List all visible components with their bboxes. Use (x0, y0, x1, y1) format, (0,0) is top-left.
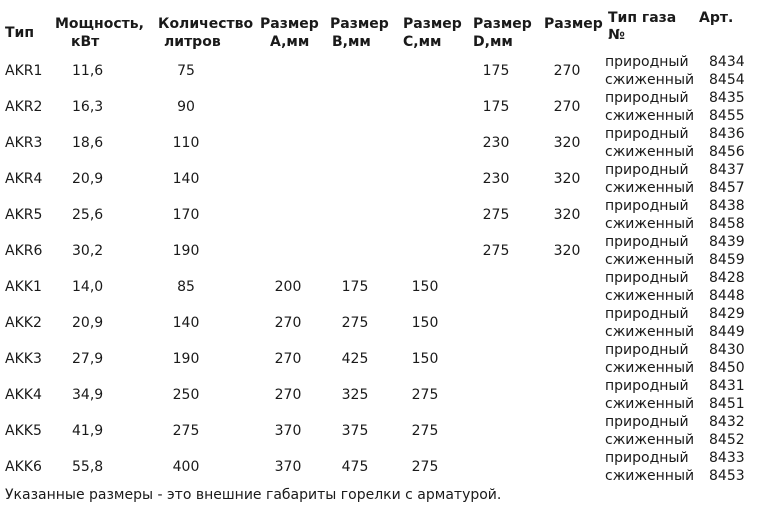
cell-size-c: 275 (411, 387, 439, 403)
cell-gas-liquefied: сжиженный (605, 144, 695, 160)
cell-gas-liquefied: сжиженный (605, 468, 695, 484)
cell-volume: 75 (177, 63, 195, 79)
cell-size-b: 375 (341, 423, 369, 439)
cell-size-a: 370 (274, 459, 302, 475)
cell-gas-natural: природный (605, 126, 689, 142)
cell-type: AKK3 (5, 351, 42, 367)
cell-power: 16,3 (72, 99, 104, 115)
cell-size-e: 320 (553, 135, 581, 151)
cell-art-liquefied: 8454 (709, 72, 745, 88)
cell-gas-liquefied: сжиженный (605, 108, 695, 124)
cell-size-a: 270 (274, 315, 302, 331)
cell-size-a: 370 (274, 423, 302, 439)
cell-art-natural: 8433 (709, 450, 745, 466)
header-size-d-line1: Размер (473, 16, 532, 32)
cell-art-natural: 8432 (709, 414, 745, 430)
cell-size-d: 230 (482, 171, 510, 187)
cell-size-e: 320 (553, 171, 581, 187)
cell-gas-natural: природный (605, 270, 689, 286)
cell-gas-liquefied: сжиженный (605, 72, 695, 88)
cell-type: AKK6 (5, 459, 42, 475)
cell-size-b: 425 (341, 351, 369, 367)
cell-size-d: 230 (482, 135, 510, 151)
cell-volume: 110 (172, 135, 200, 151)
cell-size-e: 270 (553, 63, 581, 79)
header-gas-line1: Тип газа (608, 10, 677, 26)
cell-size-c: 275 (411, 423, 439, 439)
cell-size-b: 325 (341, 387, 369, 403)
cell-size-a: 270 (274, 387, 302, 403)
cell-power: 18,6 (72, 135, 104, 151)
cell-art-liquefied: 8449 (709, 324, 745, 340)
cell-size-d: 275 (482, 207, 510, 223)
cell-power: 41,9 (72, 423, 104, 439)
cell-art-natural: 8429 (709, 306, 745, 322)
cell-gas-natural: природный (605, 54, 689, 70)
cell-gas-liquefied: сжиженный (605, 288, 695, 304)
header-power-line1: Мощность, (55, 16, 144, 32)
cell-art-natural: 8438 (709, 198, 745, 214)
cell-volume: 170 (172, 207, 200, 223)
cell-art-liquefied: 8452 (709, 432, 745, 448)
header-art: Арт. (699, 10, 734, 26)
cell-size-c: 150 (411, 351, 439, 367)
cell-type: AKK5 (5, 423, 42, 439)
header-size-a-line2: A,мм (270, 34, 310, 50)
cell-art-liquefied: 8457 (709, 180, 745, 196)
cell-power: 11,6 (72, 63, 104, 79)
cell-type: AKK2 (5, 315, 42, 331)
cell-gas-natural: природный (605, 342, 689, 358)
cell-power: 30,2 (72, 243, 104, 259)
cell-art-natural: 8436 (709, 126, 745, 142)
cell-art-liquefied: 8459 (709, 252, 745, 268)
cell-size-c: 150 (411, 315, 439, 331)
cell-gas-natural: природный (605, 414, 689, 430)
cell-power: 55,8 (72, 459, 104, 475)
cell-gas-liquefied: сжиженный (605, 360, 695, 376)
cell-size-a: 200 (274, 279, 302, 295)
cell-art-liquefied: 8451 (709, 396, 745, 412)
cell-type: AKR1 (5, 63, 43, 79)
header-power-line2: кВт (71, 34, 100, 50)
cell-type: AKR3 (5, 135, 43, 151)
cell-size-a: 270 (274, 351, 302, 367)
cell-art-natural: 8437 (709, 162, 745, 178)
cell-volume: 400 (172, 459, 200, 475)
header-size-b-line2: B,мм (332, 34, 371, 50)
cell-art-liquefied: 8458 (709, 216, 745, 232)
cell-volume: 275 (172, 423, 200, 439)
header-volume-line2: литров (164, 34, 221, 50)
cell-size-e: 320 (553, 243, 581, 259)
cell-size-e: 320 (553, 207, 581, 223)
cell-power: 20,9 (72, 171, 104, 187)
cell-type: AKK4 (5, 387, 42, 403)
cell-art-liquefied: 8453 (709, 468, 745, 484)
header-size-c-line2: C,мм (403, 34, 442, 50)
header-size-d-line2: D,мм (473, 34, 513, 50)
cell-power: 25,6 (72, 207, 104, 223)
cell-gas-natural: природный (605, 162, 689, 178)
cell-volume: 140 (172, 315, 200, 331)
cell-power: 14,0 (72, 279, 104, 295)
cell-size-c: 150 (411, 279, 439, 295)
cell-volume: 85 (177, 279, 195, 295)
header-size-a-line1: Размер (260, 16, 319, 32)
cell-art-natural: 8435 (709, 90, 745, 106)
cell-volume: 190 (172, 243, 200, 259)
cell-type: AKR5 (5, 207, 43, 223)
cell-art-liquefied: 8456 (709, 144, 745, 160)
cell-art-natural: 8431 (709, 378, 745, 394)
cell-size-d: 175 (482, 63, 510, 79)
header-size-e-line1: Размер (544, 16, 603, 32)
cell-power: 34,9 (72, 387, 104, 403)
cell-gas-natural: природный (605, 198, 689, 214)
header-type: Тип (5, 25, 35, 41)
cell-art-natural: 8430 (709, 342, 745, 358)
cell-gas-natural: природный (605, 234, 689, 250)
cell-volume: 140 (172, 171, 200, 187)
cell-power: 20,9 (72, 315, 104, 331)
cell-art-natural: 8439 (709, 234, 745, 250)
cell-type: AKR6 (5, 243, 43, 259)
cell-gas-liquefied: сжиженный (605, 432, 695, 448)
cell-gas-natural: природный (605, 90, 689, 106)
cell-size-e: 270 (553, 99, 581, 115)
cell-size-c: 275 (411, 459, 439, 475)
cell-size-b: 275 (341, 315, 369, 331)
cell-art-liquefied: 8450 (709, 360, 745, 376)
cell-gas-liquefied: сжиженный (605, 324, 695, 340)
cell-gas-natural: природный (605, 450, 689, 466)
footnote: Указанные размеры - это внешние габариты горелки с арматурой. (5, 487, 502, 503)
cell-art-liquefied: 8455 (709, 108, 745, 124)
cell-size-d: 275 (482, 243, 510, 259)
cell-type: AKR4 (5, 171, 43, 187)
cell-volume: 190 (172, 351, 200, 367)
header-size-c-line1: Размер (403, 16, 462, 32)
cell-art-natural: 8428 (709, 270, 745, 286)
cell-gas-liquefied: сжиженный (605, 216, 695, 232)
cell-size-d: 175 (482, 99, 510, 115)
cell-art-liquefied: 8448 (709, 288, 745, 304)
cell-type: AKK1 (5, 279, 42, 295)
cell-gas-natural: природный (605, 306, 689, 322)
cell-gas-natural: природный (605, 378, 689, 394)
cell-volume: 250 (172, 387, 200, 403)
cell-power: 27,9 (72, 351, 104, 367)
cell-gas-liquefied: сжиженный (605, 180, 695, 196)
cell-gas-liquefied: сжиженный (605, 252, 695, 268)
cell-size-b: 175 (341, 279, 369, 295)
header-size-b-line1: Размер (330, 16, 389, 32)
cell-gas-liquefied: сжиженный (605, 396, 695, 412)
cell-art-natural: 8434 (709, 54, 745, 70)
header-volume-line1: Количество (158, 16, 254, 32)
header-gas-line2: № (608, 27, 625, 43)
cell-type: AKR2 (5, 99, 43, 115)
cell-size-b: 475 (341, 459, 369, 475)
cell-volume: 90 (177, 99, 195, 115)
